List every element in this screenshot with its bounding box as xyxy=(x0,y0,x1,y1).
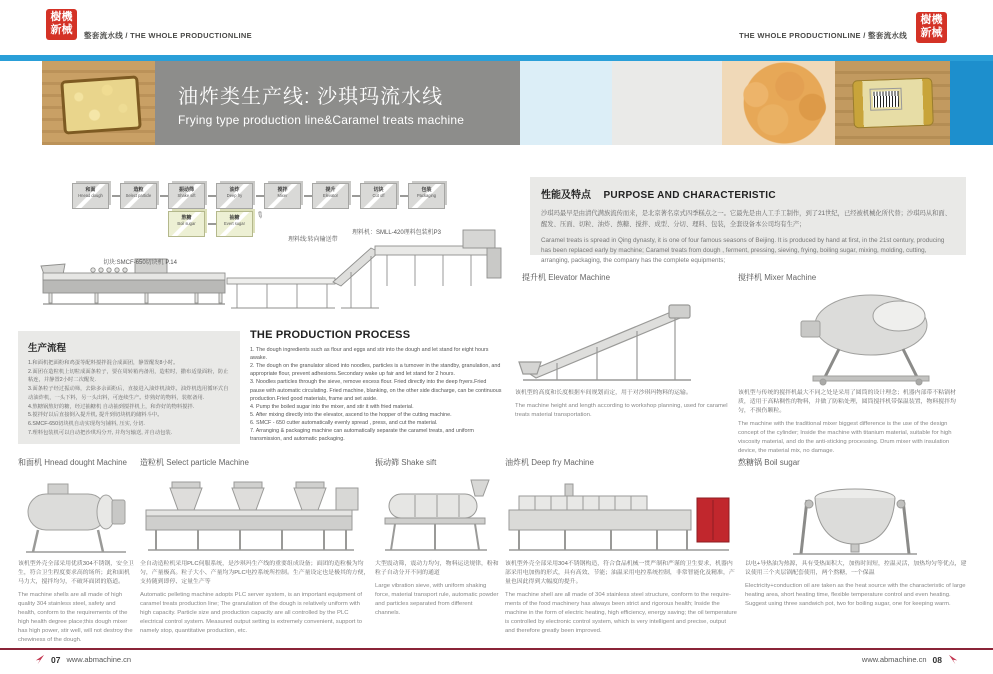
mixer-machine-label xyxy=(738,272,816,283)
flow-connector xyxy=(256,195,264,197)
flow-step-zh: 造粒 xyxy=(133,187,144,193)
flow-step-zh: 包装 xyxy=(421,187,432,193)
fryer-name-zh: 油炸机 xyxy=(505,458,529,467)
dough-machine-photo xyxy=(18,470,132,558)
flow-step-en: Cut off xyxy=(372,193,385,198)
dough-desc-en: The machine shells are all made of high quality 304 stainless steel, safety and health, conform to the requirements of the high health degree place;this dough mixer has high power, stir well, will not destroy the chewiness of the dough. xyxy=(18,592,133,643)
elevator-name-zh: 提升机 xyxy=(522,273,546,282)
flow-step-zh: 抽糖 xyxy=(229,215,240,221)
process-en-list xyxy=(250,346,502,443)
pellet-name-zh: 造粒机 xyxy=(140,458,164,467)
sugar-machine-label xyxy=(738,457,800,468)
dough-machine-label xyxy=(18,457,127,468)
footer-left xyxy=(34,654,131,665)
sugar-name-zh: 熬糖锅 xyxy=(738,458,762,467)
process-en-item: 7. Arranging & packaging machine can automatically separate the caramel treats, and uniform transmission, and automatic packaging. xyxy=(250,428,474,443)
flow-step-en: Mixer xyxy=(277,193,288,198)
process-en-item: 5. After mixing directly into the elevator, ascend to the hopper of the cutting machine. xyxy=(250,411,452,418)
sift-desc-en: Large vibration sieve, with uniform shaking force, material transport rule, automatic powder and particles separated from different channels. xyxy=(375,583,499,616)
flow-step-dough xyxy=(72,183,109,209)
flow-connector xyxy=(400,195,408,197)
sugar-caption xyxy=(745,560,967,609)
sift-name-en: Shake sift xyxy=(401,458,437,467)
footer-arrow-icon-right xyxy=(948,654,959,665)
process-en-item: 4. Pump the boiled sugar into the mixer, and stir it with fried material. xyxy=(250,403,414,410)
process-en-item: 2. The dough on the granulator sliced into noodles, particles is a turnover in the standby, granulation, and appropriate flour, prevent adhesions.Secondary wake up fair and let stand for 2 hours. xyxy=(250,363,501,378)
pellet-machine-photo xyxy=(140,470,366,558)
treat-closeup-photo xyxy=(722,61,835,145)
page-title-zh: 油炸类生产线: 沙琪玛流水线 xyxy=(178,86,444,108)
website-url-left: www.abmachine.cn xyxy=(66,655,132,664)
brand-seal-logo-right: 樹機新械 xyxy=(916,12,947,43)
process-en-title: THE PRODUCTION PROCESS xyxy=(250,329,411,341)
dough-name-zh: 和面机 xyxy=(18,458,42,467)
process-zh-title: 生产流程 xyxy=(28,343,67,354)
flow-step-pack xyxy=(408,183,445,209)
flow-connector xyxy=(352,195,360,197)
sugar-desc-zh: 以电+导热油为热源，具有受热面积大，加热时间短，控温灵活，加热均匀等优点，建议使用三个夹层锅配套使用，两个熬糖，一个保温 xyxy=(745,561,967,577)
pellet-desc-en: Automatic pelleting machine adopts PLC server system, is an important equipment of caramel treats production line; The granulation of the dough is relatively uniform with high capacity. Particle size and production capacity are all controlled by the PLC electrical control system. Measured output setting is extremely convenient, support to namely stop, quantitative production, etc. xyxy=(140,592,362,634)
footer-arrow-icon-left xyxy=(34,654,45,665)
mixer-desc-zh: 该机型与传统的搅拌机最大不同之处是采用了圆筒的设计理念；机器内部带不粘锅材质，适用于高粘稠性的物料，并做了防粘处理，圆筒搅拌机带保温装置，物料搅拌均匀，不损伤颗粒。 xyxy=(738,390,956,415)
purpose-section xyxy=(530,177,966,265)
flow-connector xyxy=(304,195,312,197)
flow-step-zh: 提升 xyxy=(325,187,336,193)
packaged-treat-photo xyxy=(835,61,950,145)
banner-blue-block xyxy=(950,61,993,145)
sugar-pot-photo xyxy=(745,470,966,558)
production-line-schematic xyxy=(35,228,505,328)
page-number-right: 08 xyxy=(932,654,942,665)
process-zh-item: 7.理料包装机可以自动把沙琪玛分开, 并均匀输送, 并自动包装. xyxy=(28,429,173,436)
flow-connector xyxy=(208,195,216,197)
process-zh-item: 2.面团在造粒机上切粒成面条粒子，要在周转箱内备用，造粒时，撒布适量面粉，防止粘连，并静置2小时二次醒发. xyxy=(28,368,229,384)
process-zh-item: 5.搅拌好以后直接倒入提升机, 提升到切块机的储料斗中。 xyxy=(28,412,163,419)
sachima-photo xyxy=(42,61,155,145)
flow-step-sift xyxy=(168,183,205,209)
mixer-desc-en: The machine with the traditional mixer biggest difference is the use of the design concept of the cylinder; Inside the machine with titanium material, suitable for high viscosity material, and do the anti-sticking processing. Drum mixer with insulation device, the material mix, no damage. xyxy=(738,421,952,454)
sift-name-zh: 振动筛 xyxy=(375,458,399,467)
flow-step-en: Elevator xyxy=(323,193,338,198)
process-en-item: 3. Noodles particles through the sieve, remove excess flour. Fried directly into the deep fryers.Fried pause with automatic circulating. Fried machine, blanking, on the other side discharge, can be continuous production.Fried good materials, frame and set aside. xyxy=(250,379,502,402)
footer-rule xyxy=(0,648,993,650)
elevator-name-en: Elevator Machine xyxy=(548,273,611,282)
flow-step-elevate xyxy=(312,183,349,209)
sugar-name-en: Boil sugar xyxy=(764,458,800,467)
process-en-section xyxy=(250,329,502,443)
flow-connector xyxy=(160,195,168,197)
flow-step-zh: 搅拌 xyxy=(277,187,288,193)
fryer-machine-label xyxy=(505,457,594,468)
elevator-desc-en: The machine height and length according to workshop planning, used for caramel treats material transportation. xyxy=(515,403,728,418)
process-en-item: 1. The dough ingredients such as flour and eggs and stir into the dough and let stand for eight hours awake. xyxy=(250,347,489,362)
flow-step-zh: 和面 xyxy=(85,187,96,193)
pellet-caption xyxy=(140,560,370,636)
sift-desc-zh: 大型震动筛，震动力均匀，物料运送规律，粉和粒子自动分开不同的通道 xyxy=(375,561,499,577)
purpose-title-zh: 性能及特点 xyxy=(541,190,591,201)
flow-step-zh: 油炸 xyxy=(229,187,240,193)
pellet-name-en: Select particle Machine xyxy=(166,458,249,467)
elevator-desc-zh: 该机型的高度和长度根据车间规划而定，用于对沙琪玛物料的运输。 xyxy=(515,390,692,396)
flow-step-zh: 切块 xyxy=(373,187,384,193)
brand-seal-logo-left: 樹機新械 xyxy=(46,9,77,40)
flow-connector xyxy=(112,195,120,197)
caramel-treat-image xyxy=(60,75,142,134)
process-zh-item: 6.SMCF-650切块机自动实现均匀铺料, 压实, 分切. xyxy=(28,421,145,428)
flow-step-en: Deep fry xyxy=(226,193,243,198)
flow-step-cut xyxy=(360,183,397,209)
sift-machine-photo xyxy=(375,470,499,558)
page-title-en: Frying type production line&Caramel treats machine xyxy=(178,113,465,127)
purpose-title-en: PURPOSE AND CHARACTERISTIC xyxy=(603,190,776,201)
mixer-caption xyxy=(738,389,966,456)
flow-step-en: Evert sugar xyxy=(224,221,245,226)
mixer-name-zh: 搅拌机 xyxy=(738,273,762,282)
fryer-name-en: Deep fry Machine xyxy=(531,458,594,467)
flow-step-en: Select particle xyxy=(125,193,152,198)
flow-connector xyxy=(208,223,216,225)
process-zh-item: 3.面条粒子经过振动筛，去除多余面粉后，直接进入油炸机油炸。油炸机选用循环式自动油炸机，一头下料，另一头出料，可连续生产。炸熟好的物料，装框备用. xyxy=(28,386,229,401)
banner-title-block xyxy=(155,61,520,145)
pellet-desc-zh: 全自动造粒机采用PLC伺服系统，是沙琪玛生产线的重要组成设备；面团的造粒极为均匀，产量极高。粒子大小、产量均为PLC电控系统所控制。生产量设定也是极其的方便，支持随到即停、定量生产等 xyxy=(140,561,370,586)
dough-desc-zh: 该机型外壳全部采用优质304不锈钢，安全卫生，符合卫生程度要求高的场所；此和面机马力大，搅拌均匀，不破坏面团的筋道。 xyxy=(18,561,134,586)
website-url-right: www.abmachine.cn xyxy=(861,655,927,664)
banner-lightblue-block xyxy=(520,61,612,145)
fryer-desc-zh: 该机型外壳全部采用304不锈钢构造，符合食品机械一贯严制和严谨的卫生要求，机器内部采用电加热的形式，具有高效、节能；油温采用电控系统控制，非常智能化及精准，产量也因此得到大幅度的提升。 xyxy=(505,561,735,586)
page-number-left: 07 xyxy=(51,654,61,665)
flow-step-en: Packaging xyxy=(416,193,437,198)
purpose-body-zh: 沙琪玛最早是由清代满族流传而来，是北京著名京式四季糕点之一。它最先是由人工手工制作，到了21世纪，已经被机械化所代替；沙琪玛从和面、醒发、压面、切粒、油炸、熬糖、搅拌、成型、分切、理料、包装，全套设备本公司均有生产； xyxy=(541,210,952,229)
pellet-machine-label xyxy=(140,457,249,468)
pencil-icon: ✎ xyxy=(254,208,267,222)
process-zh-item: 4.熬糖锅熬好的糖，经过抽糖机 自动抽到搅拌机上，和炸好的物料搅拌. xyxy=(28,403,195,410)
footer-right xyxy=(862,654,959,665)
sugar-desc-en: Electricity+conduction oil are taken as the heat source with the characteristic of large heating area, short heating time, flexible temperature control and even heating. Suggest using three sandwich pot, two for boiling sugar, one for keeping warm. xyxy=(745,583,966,607)
diagram-label-packer: 理料机：SMLL-420理料包装机P3 xyxy=(352,230,442,236)
sift-machine-label xyxy=(375,457,436,468)
header-tagline-left: 整套流水线 / THE WHOLE PRODUCTIONLINE xyxy=(84,31,252,40)
diagram-label-cutter: 切块:SMCF-650切块机 P.14 xyxy=(103,260,177,266)
sift-caption xyxy=(375,560,499,618)
process-zh-list xyxy=(28,359,230,438)
package-image xyxy=(852,78,934,129)
elevator-machine-photo xyxy=(515,284,727,386)
elevator-caption xyxy=(515,389,735,420)
dough-name-en: Hnead dought Machine xyxy=(44,458,127,467)
banner-lightgray-block xyxy=(612,61,722,145)
process-en-item: 6. SMCF - 650 cutter automatically evenly spread , press, and cut the material. xyxy=(250,419,438,426)
flow-step-fry xyxy=(216,183,253,209)
flow-step-en: Hnead dough xyxy=(78,193,103,198)
fryer-caption xyxy=(505,560,737,636)
flow-step-pellet xyxy=(120,183,157,209)
mixer-name-en: Mixer Machine xyxy=(764,273,817,282)
flow-step-en: Boil sugar xyxy=(177,221,196,226)
elevator-machine-label xyxy=(522,272,610,283)
process-zh-section xyxy=(18,331,240,444)
flow-step-zh: 熬糖 xyxy=(181,215,192,221)
header-tagline-right: THE WHOLE PRODUCTIONLINE / 整套流水线 xyxy=(739,31,907,40)
mixer-machine-photo xyxy=(783,283,965,386)
diagram-label-turn-conveyor: 理料线:转向输送带 xyxy=(288,237,338,243)
flow-step-zh: 振动筛 xyxy=(178,187,194,193)
fryer-desc-en: The machine shell are all made of 304 stainless steel structure, conform to the require-ments of the food machinery has always been strict and rigorous health; Inside the machine in the form of electric heating, high efficiency, energy saving; the oil temperature is controlled by electronic control system, which is very intelligent and precise, output and therefore greatly been improved. xyxy=(505,592,737,634)
process-zh-item: 1.和面机把面粉和鸡蛋等配料搅拌混合成面团，静置醒发8小时。 xyxy=(28,360,179,366)
flow-step-en: Shake sift xyxy=(177,193,196,198)
purpose-title xyxy=(541,185,955,203)
purpose-body-en: Caramel treats is spread in Qing dynasty, it is one of four famous seasons of Beijing. It is produced by hand at first, in the 21st century, producing has been replaced early by machine; Caramel treats from dough , ferment, pressing, sieving, frying, boiling sugar, mixing, molding, cutting, arranging, packaging, the company has the complete equipments; xyxy=(541,237,945,265)
barcode-label xyxy=(869,88,902,111)
fryer-machine-photo xyxy=(505,470,734,558)
dough-caption xyxy=(18,560,134,645)
flow-step-mix xyxy=(264,183,301,209)
